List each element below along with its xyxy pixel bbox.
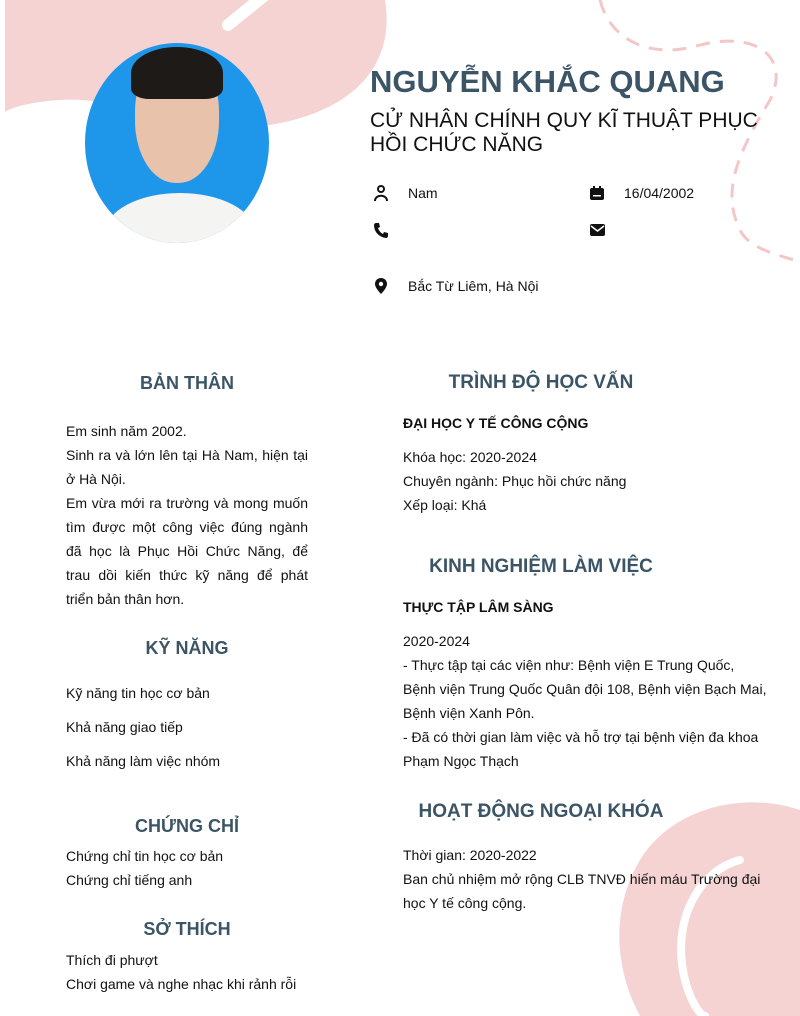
address-value: Bắc Từ Liêm, Hà Nội (408, 278, 539, 294)
address-row (373, 278, 539, 294)
activities-desc: Ban chủ nhiệm mở rộng CLB TNVĐ hiến máu Trường đại học Y tế công cộng. (403, 871, 761, 911)
calendar-icon (589, 185, 605, 201)
about-line: Sinh ra và lớn lên tại Hà Nam, hiện tại ở Hà Nội. (66, 447, 308, 487)
activities-period: Thời gian: 2020-2022 (403, 847, 537, 863)
skill-item: Kỹ năng tin học cơ bản (66, 685, 210, 701)
activities-heading: HOẠT ĐỘNG NGOẠI KHÓA (418, 801, 664, 822)
skills-heading: KỸ NĂNG (145, 638, 229, 658)
birthday-row (589, 185, 694, 201)
experience-details (403, 629, 768, 773)
cert-item: Chứng chỉ tin học cơ bản (66, 848, 224, 864)
experience-period: 2020-2024 (403, 633, 470, 649)
phone-icon (373, 222, 389, 238)
hobby-item: Chơi game và nghe nhạc khi rảnh rỗi (66, 976, 297, 992)
education-line: Chuyên ngành: Phục hồi chức năng (403, 473, 627, 489)
experience-line: - Đã có thời gian làm việc và hỗ trợ tại bệnh viện đa khoa Phạm Ngọc Thạch (403, 729, 759, 769)
skill-item: Khả năng giao tiếp (66, 719, 183, 735)
school-name: ĐẠI HỌC Y TẾ CÔNG CỘNG (403, 415, 589, 431)
about-line: Em vừa mới ra trường và mong muốn tìm được một công việc đúng ngành đã học là Phục Hồi Chức Năng, để trau dồi kiến thức kỹ năng để phát triển bản thân hơn. (66, 495, 308, 607)
hobby-item: Thích đi phượt (66, 952, 158, 968)
experience-role: THỰC TẬP LÂM SÀNG (403, 599, 554, 615)
education-heading: TRÌNH ĐỘ HỌC VẤN (448, 372, 634, 393)
education-details (403, 445, 626, 517)
certs-heading: CHỨNG CHỈ (135, 816, 239, 836)
cert-item: Chứng chỉ tiếng anh (66, 872, 193, 888)
cert-list (66, 844, 223, 892)
experience-heading: KINH NGHIỆM LÀM VIỆC (429, 556, 653, 577)
gender-value: Nam (408, 185, 438, 201)
gender-row (373, 185, 438, 201)
profile-photo (85, 43, 269, 243)
activities-details (403, 843, 783, 915)
email-icon (589, 222, 605, 238)
birthday-value: 16/04/2002 (624, 185, 695, 201)
job-title: CỬ NHÂN CHÍNH QUY KĨ THUẬT PHỤC HỒI CHỨC NĂNG (370, 109, 758, 156)
email-row (589, 222, 624, 238)
about-text (66, 419, 308, 611)
hobby-list (66, 948, 296, 996)
experience-line: - Thực tập tại các viện như: Bệnh viện E Trung Quốc, Bệnh viện Trung Quốc Quân đội 108, Bệnh viện Bạch Mai, Bệnh viện Xanh Pôn. (403, 657, 767, 721)
phone-row (373, 222, 408, 238)
about-heading: BẢN THÂN (140, 373, 234, 393)
education-line: Khóa học: 2020-2024 (403, 449, 537, 465)
hobbies-heading: SỞ THÍCH (143, 919, 231, 939)
location-pin-icon (373, 278, 389, 294)
education-line: Xếp loại: Khá (403, 497, 487, 513)
about-line: Em sinh năm 2002. (66, 423, 187, 439)
skill-item: Khả năng làm việc nhóm (66, 753, 221, 769)
person-icon (373, 185, 389, 201)
full-name: NGUYỄN KHẮC QUANG (370, 64, 725, 99)
